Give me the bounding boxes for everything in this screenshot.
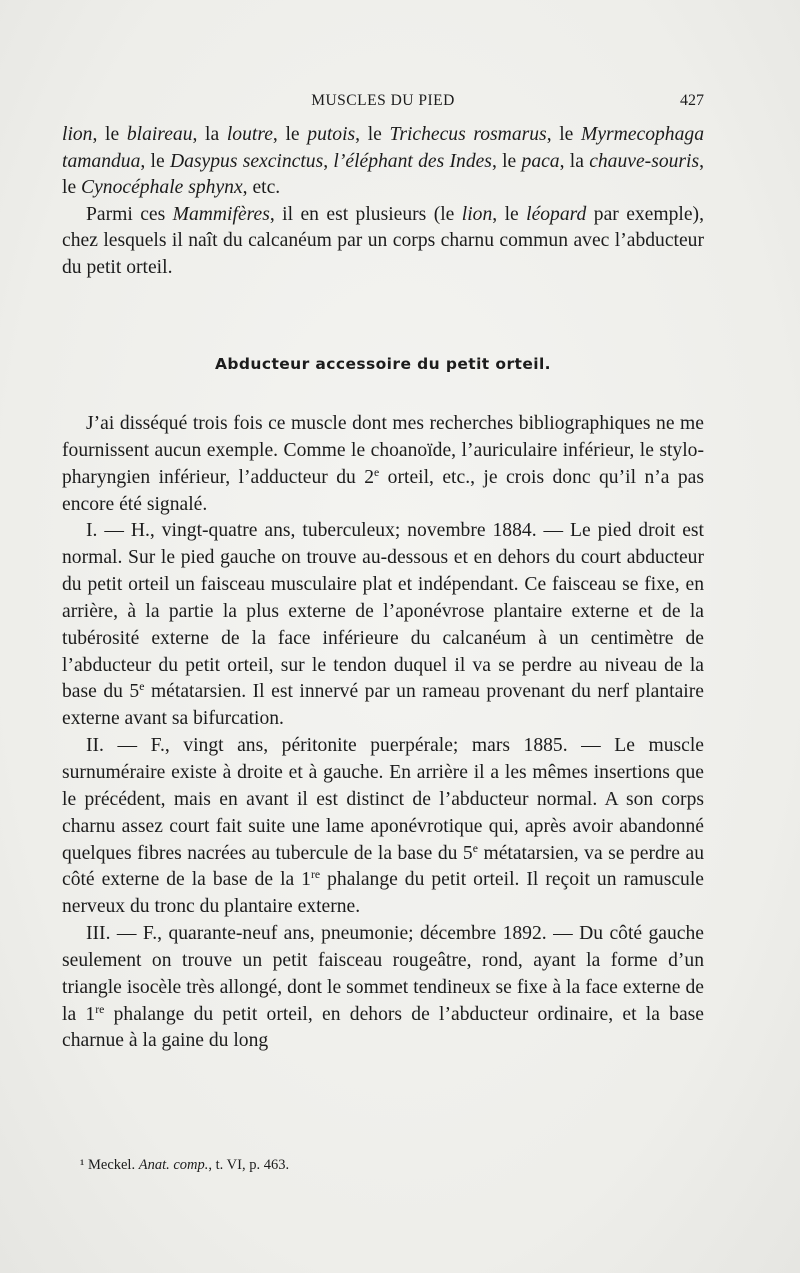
italic-term: blaireau bbox=[126, 124, 193, 145]
text-run: , la bbox=[559, 150, 590, 172]
italic-term: Cynocéphale sphynx bbox=[81, 177, 243, 199]
section-heading: Abducteur accessoire du petit orteil. bbox=[215, 355, 551, 373]
footnote-author: Meckel. bbox=[84, 1157, 139, 1173]
text-run: , le bbox=[546, 124, 582, 145]
page-header bbox=[62, 90, 704, 114]
case-paragraph bbox=[62, 411, 704, 518]
text-run: , etc. bbox=[242, 177, 281, 199]
text-run: , le bbox=[355, 124, 390, 145]
italic-term: lion bbox=[461, 203, 493, 225]
intro-text bbox=[62, 122, 704, 282]
text-run: , le bbox=[272, 124, 308, 145]
text-run: orteil, etc., je crois donc qu’il n’a pas encore été signalé. bbox=[62, 466, 705, 515]
section-body bbox=[62, 411, 704, 1055]
text-run: par exemple), chez lesquels il naît du calcanéum par un corps charnu commun avec l’abducteur du petit orteil. bbox=[62, 203, 704, 278]
ordinal-superscript: re bbox=[310, 868, 321, 882]
text-run: , la bbox=[192, 124, 227, 145]
italic-term: chauve-souris bbox=[589, 150, 700, 172]
italic-term: putois bbox=[307, 124, 356, 145]
italic-term: léopard bbox=[526, 203, 587, 225]
ordinal-superscript: e bbox=[374, 465, 380, 479]
text-run: Parmi ces bbox=[86, 203, 173, 225]
case-paragraph bbox=[62, 733, 704, 921]
ordinal-superscript: re bbox=[95, 1002, 105, 1016]
text-run: , le bbox=[491, 150, 522, 172]
case-paragraph bbox=[62, 921, 704, 1055]
text-run: , le bbox=[92, 124, 127, 145]
running-title: MUSCLES DU PIED bbox=[311, 92, 455, 109]
text-run: métatarsien. Il est innervé par un rameau provenant du nerf plantaire externe avant sa bifurcation. bbox=[62, 681, 704, 730]
text-run: métatarsien, va se perdre au côté externe de la base de la 1 bbox=[62, 842, 705, 891]
footnote-ref: , t. VI, p. 463. bbox=[208, 1157, 290, 1173]
text-run: III. — F., quarante-neuf ans, pneumonie; décembre 1892. — Du côté gauche seulement on trouve un petit faisceau rougeâtre, rond, ayant la forme d’un triangle isocèle très allongé, dont le sommet tendineux se fixe à la face externe de la 1 bbox=[62, 923, 704, 1025]
text-run: phalange du petit orteil, en dehors de l’abducteur ordinaire, et la base charnue à la gaine du long bbox=[62, 1003, 704, 1052]
text-run: , bbox=[323, 150, 334, 172]
text-run: I. — H., vingt-quatre ans, tuberculeux; novembre 1884. — Le pied droit est normal. Sur le pied gauche on trouve au-dessous et en dehors du court abducteur du petit orteil un faisceau musculaire plat et indépendant. Ce faisceau se fixe, en arrière, à la partie la plus externe de l’aponévrose plantaire externe et de la tubérosité externe de la face inférieure du calcanéum à un centimètre de l’abducteur du petit orteil, sur le tendon duquel il va se perdre au niveau de la base du 5 bbox=[62, 520, 704, 703]
intro-paragraph-1 bbox=[62, 122, 704, 202]
footnote-marker: ¹ bbox=[80, 1157, 85, 1173]
text-run: phalange du petit orteil. Il reçoit un ramuscule nerveux du tronc du plantaire externe. bbox=[62, 869, 704, 918]
text-run: , il en est plusieurs (le bbox=[269, 203, 462, 225]
italic-term: Trichecus rosmarus bbox=[389, 124, 547, 145]
italic-term: lion bbox=[62, 124, 93, 145]
italic-term: Myrmecophaga tamandua bbox=[62, 124, 704, 172]
italic-term: loutre bbox=[226, 124, 273, 145]
text-run: J’ai disséqué trois fois ce muscle dont mes recherches bibliographiques ne me fournissent aucun exemple. Comme le choanoïde, l’auriculaire inférieur, le stylo-pharyngien inférieur, l’adducteur du 2 bbox=[62, 413, 704, 488]
text-run: II. — F., vingt ans, péritonite puerpérale; mars 1885. — Le muscle surnuméraire existe à droite et à gauche. En arrière il a les mêmes insertions que le précédent, mais en avant il est distinct de l’abducteur normal. A son corps charnu assez court fait suite une lame aponévrotique qui, après avoir abandonné quelques fibres nacrées au tubercule de la base du 5 bbox=[62, 735, 704, 864]
footnote bbox=[80, 1157, 700, 1174]
text-run: , le bbox=[492, 203, 527, 225]
italic-term: Dasypus sexcinctus bbox=[169, 150, 324, 172]
text-run: , le bbox=[62, 150, 705, 199]
footnote-work: Anat. comp. bbox=[138, 1157, 209, 1173]
italic-term: paca bbox=[521, 150, 560, 172]
italic-term: l’éléphant des Indes bbox=[333, 150, 492, 172]
page-number: 427 bbox=[680, 92, 704, 109]
text-run: , le bbox=[140, 150, 170, 172]
ordinal-superscript: e bbox=[139, 680, 145, 694]
intro-paragraph-2 bbox=[62, 202, 704, 282]
italic-term: Mammifères bbox=[172, 203, 270, 225]
ordinal-superscript: e bbox=[472, 841, 478, 855]
case-paragraph bbox=[62, 518, 704, 733]
